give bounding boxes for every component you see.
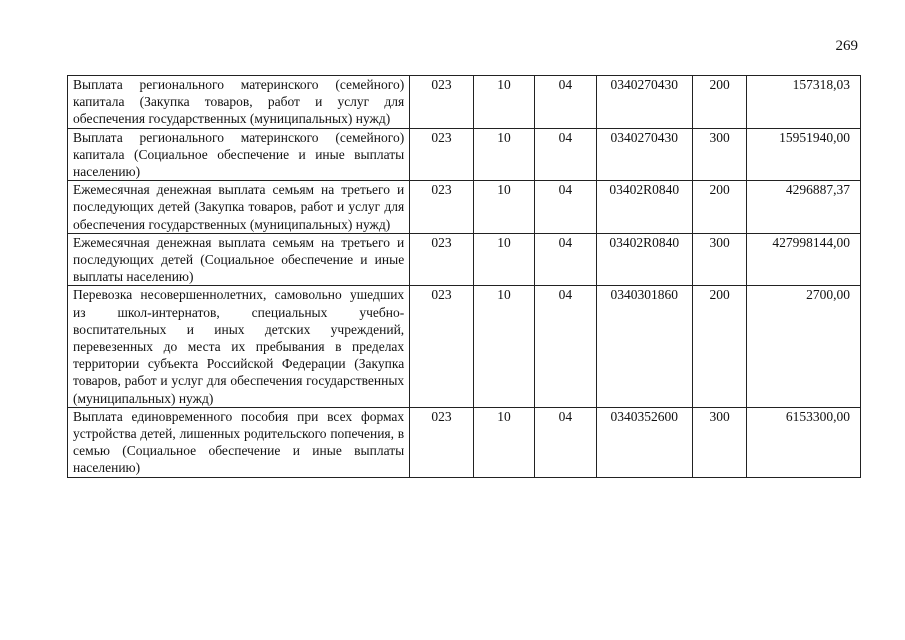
row-code-1: 023 xyxy=(410,128,474,181)
row-code-4: 0340301860 xyxy=(596,286,692,407)
row-name: Перевозка несовершеннолетних, самовольно ушедших из школ-интернатов, специальных учебно-воспитательных и иных детских учреждений, перевезенных до места их пребывания в пределах территории субъекта Российской Федерации (Закупка товаров, работ и услуг для обеспечения государственных (муниципальных) нужд) xyxy=(68,286,410,407)
row-code-4: 0340270430 xyxy=(596,128,692,181)
row-code-5: 300 xyxy=(692,407,746,477)
row-code-1: 023 xyxy=(410,181,474,234)
row-code-2: 10 xyxy=(473,128,534,181)
row-code-1: 023 xyxy=(410,286,474,407)
table-row xyxy=(68,407,861,477)
row-code-3: 04 xyxy=(535,181,596,234)
budget-table xyxy=(67,75,861,478)
row-amount: 2700,00 xyxy=(747,286,861,407)
row-name: Выплата единовременного пособия при всех формах устройства детей, лишенных родительского попечения, в семью (Социальное обеспечение и иные выплаты населению) xyxy=(68,407,410,477)
row-code-3: 04 xyxy=(535,128,596,181)
table-row xyxy=(68,128,861,181)
row-amount: 427998144,00 xyxy=(747,233,861,286)
row-code-5: 300 xyxy=(692,128,746,181)
row-amount: 157318,03 xyxy=(747,76,861,129)
row-code-3: 04 xyxy=(535,286,596,407)
row-code-2: 10 xyxy=(473,181,534,234)
table-row xyxy=(68,76,861,129)
row-code-2: 10 xyxy=(473,76,534,129)
row-code-4: 0340352600 xyxy=(596,407,692,477)
row-name: Ежемесячная денежная выплата семьям на третьего и последующих детей (Закупка товаров, работ и услуг для обеспечения государственных (муниципальных) нужд) xyxy=(68,181,410,234)
row-code-2: 10 xyxy=(473,407,534,477)
row-code-5: 200 xyxy=(692,286,746,407)
row-name: Выплата регионального материнского (семейного) капитала (Закупка товаров, работ и услуг для обеспечения государственных (муниципальных) нужд) xyxy=(68,76,410,129)
row-code-5: 300 xyxy=(692,233,746,286)
row-code-4: 0340270430 xyxy=(596,76,692,129)
row-amount: 6153300,00 xyxy=(747,407,861,477)
row-code-4: 03402R0840 xyxy=(596,233,692,286)
row-name: Ежемесячная денежная выплата семьям на третьего и последующих детей (Социальное обеспечение и иные выплаты населению) xyxy=(68,233,410,286)
row-code-3: 04 xyxy=(535,76,596,129)
row-code-5: 200 xyxy=(692,76,746,129)
page-number: 269 xyxy=(835,38,858,54)
row-name: Выплата регионального материнского (семейного) капитала (Социальное обеспечение и иные выплаты населению) xyxy=(68,128,410,181)
table-row xyxy=(68,233,861,286)
row-code-1: 023 xyxy=(410,407,474,477)
table-row xyxy=(68,181,861,234)
row-code-2: 10 xyxy=(473,286,534,407)
table-row xyxy=(68,286,861,407)
row-amount: 15951940,00 xyxy=(747,128,861,181)
row-code-3: 04 xyxy=(535,233,596,286)
row-amount: 4296887,37 xyxy=(747,181,861,234)
row-code-1: 023 xyxy=(410,76,474,129)
row-code-5: 200 xyxy=(692,181,746,234)
row-code-1: 023 xyxy=(410,233,474,286)
row-code-4: 03402R0840 xyxy=(596,181,692,234)
row-code-2: 10 xyxy=(473,233,534,286)
row-code-3: 04 xyxy=(535,407,596,477)
